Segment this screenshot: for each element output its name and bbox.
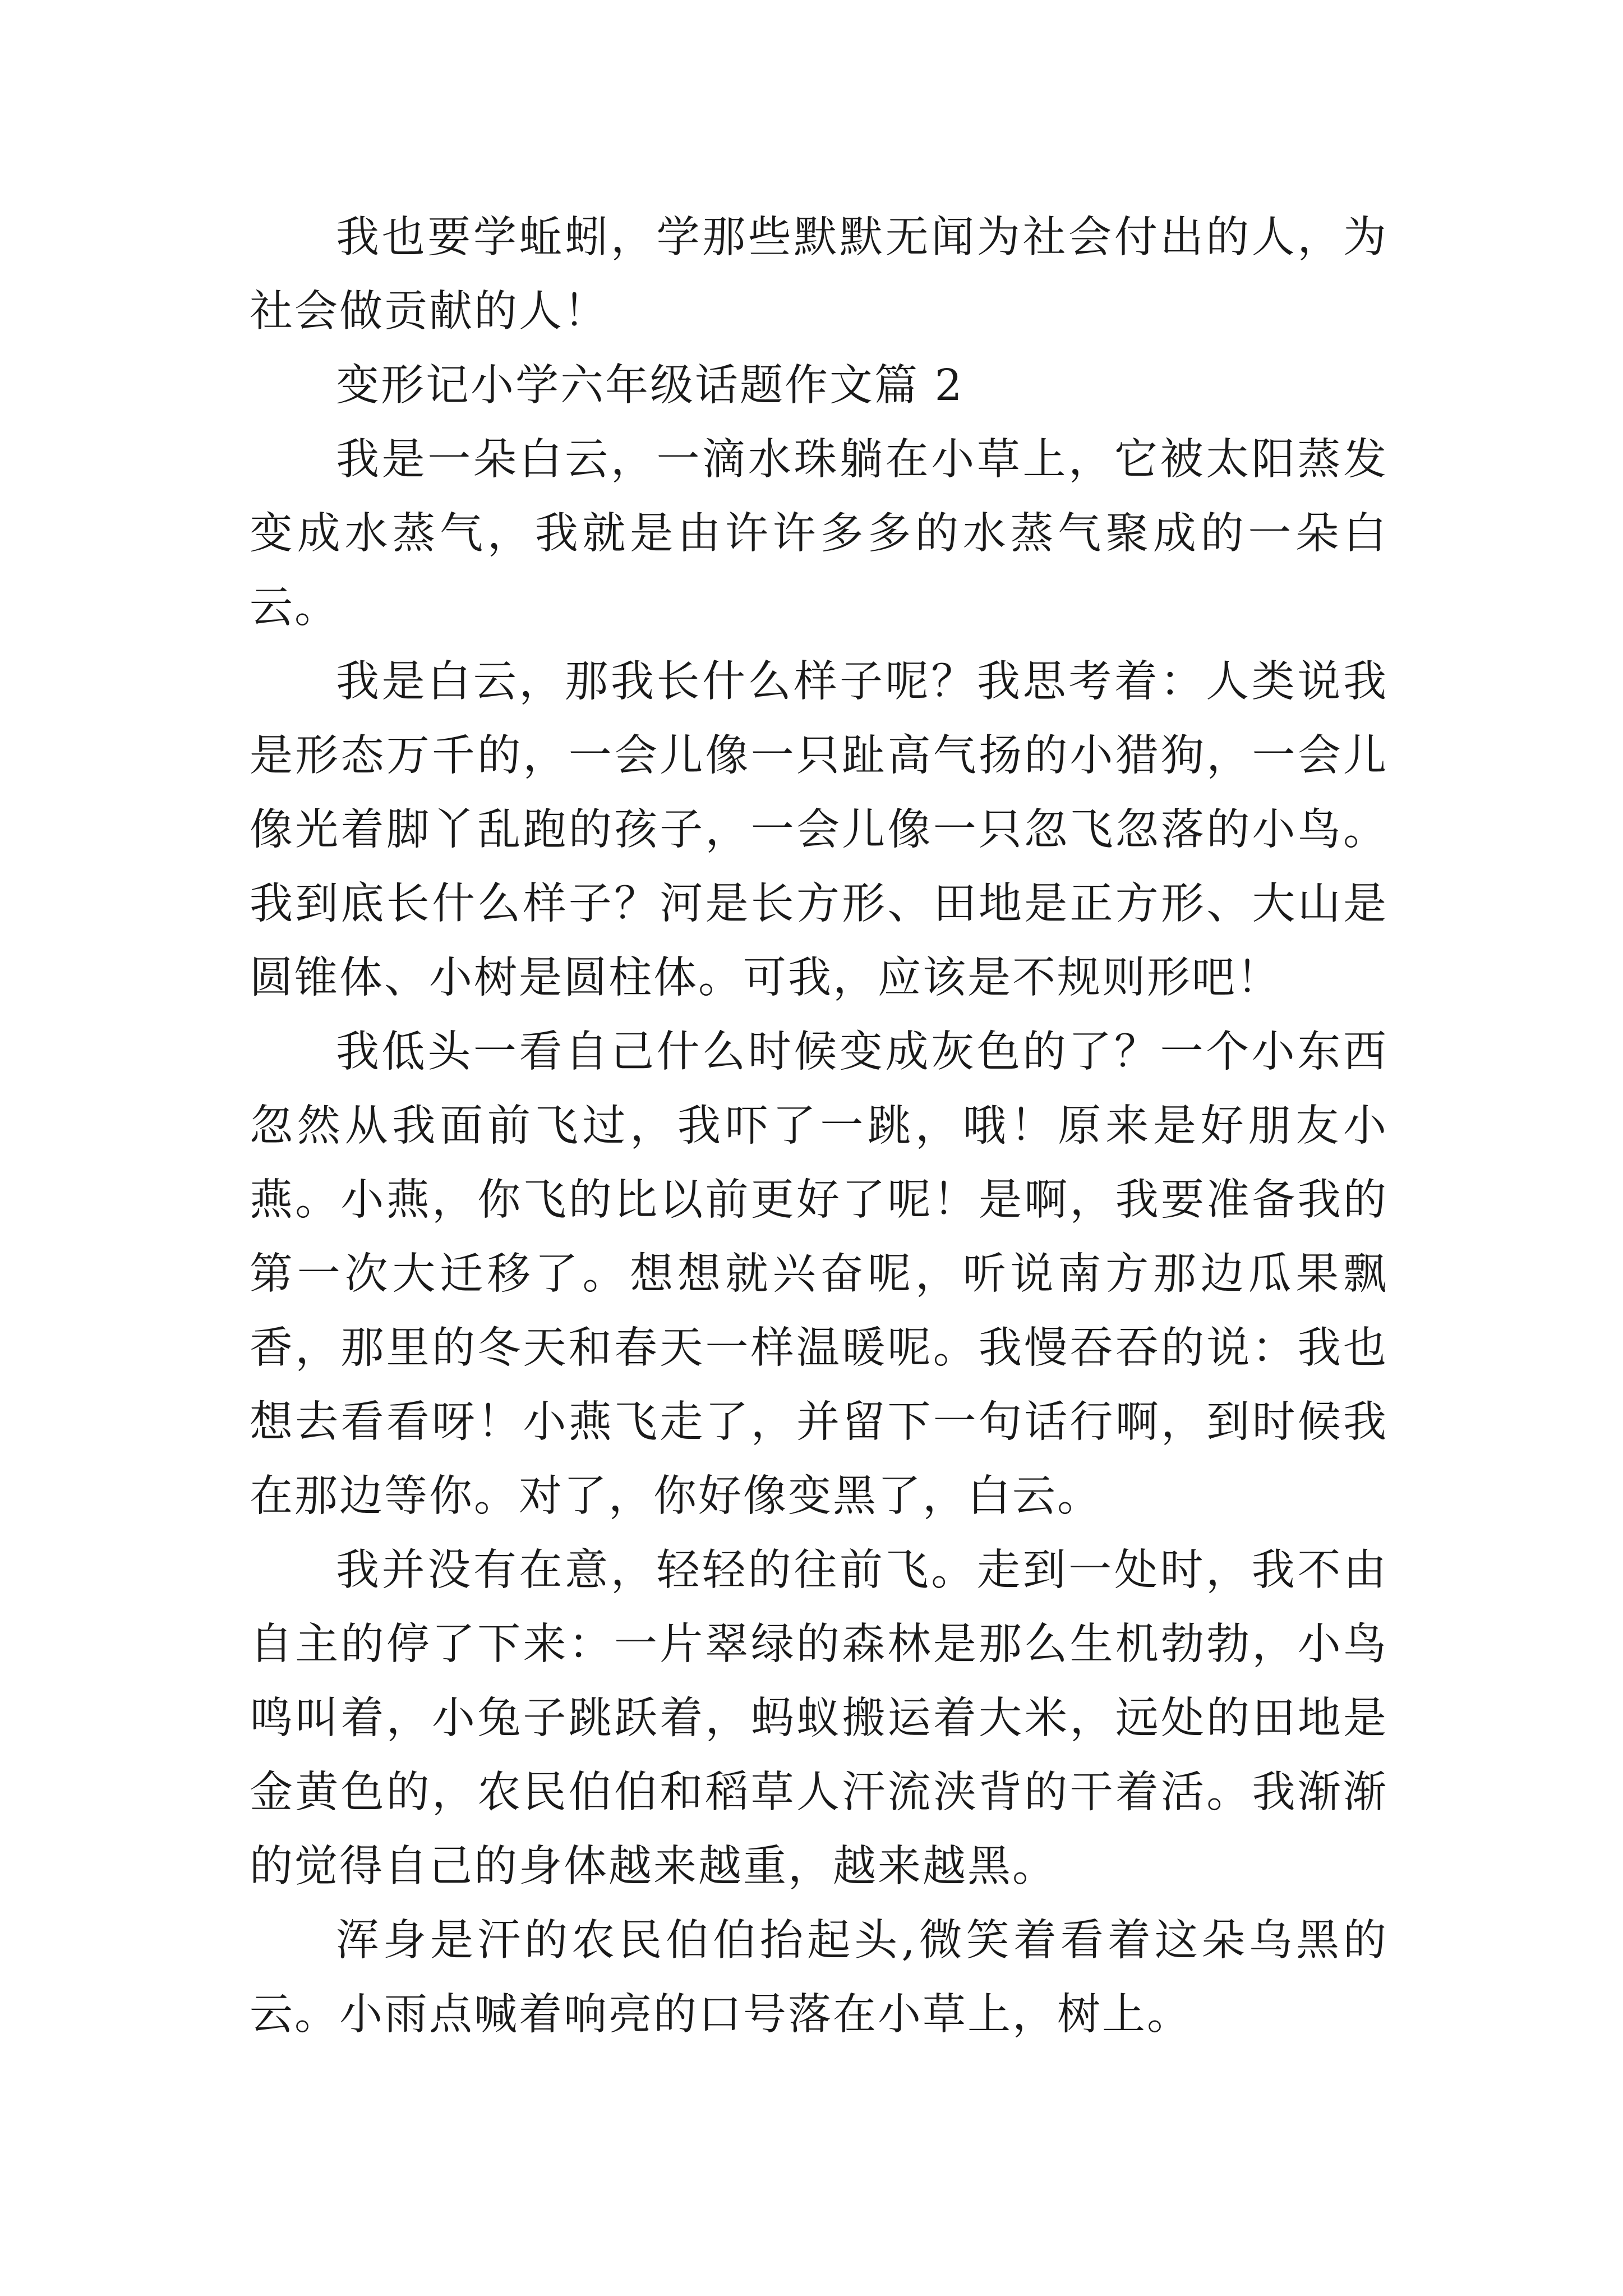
paragraph: 我是白云，那我长什么样子呢？我思考着：人类说我是形态万千的，一会儿像一只趾高气扬的小猎狗，一会儿像光着脚丫乱跑的孩子，一会儿像一只忽飞忽落的小鸟。我到底长什么样子？河是长方形、田地是正方形、大山是圆锥体、小树是圆柱体。可我，应该是不规则形吧！ (250, 657, 1388, 1003)
paragraph: 我也要学蚯蚓，学那些默默无闻为社会付出的人，为社会做贡献的人！ (250, 213, 1388, 337)
paragraph: 我低头一看自己什么时候变成灰色的了？一个小东西忽然从我面前飞过，我吓了一跳，哦！原来是好朋友小燕。小燕，你飞的比以前更好了呢！是啊，我要准备我的第一次大迁移了。想想就兴奋呢，听说南方那边瓜果飘香，那里的冬天和春天一样温暖呢。我慢吞吞的说：我也想去看看呀！小燕飞走了，并留下一句话行啊，到时候我在那边等你。对了，你好像变黑了，白云。 (250, 1027, 1388, 1521)
document-body (250, 201, 1388, 2052)
paragraph: 我是一朵白云，一滴水珠躺在小草上，它被太阳蒸发变成水蒸气，我就是由许许多多的水蒸气聚成的一朵白云。 (250, 435, 1388, 633)
paragraph: 我并没有在意，轻轻的往前飞。走到一处时，我不由自主的停了下来：一片翠绿的森林是那么生机勃勃，小鸟鸣叫着，小兔子跳跃着，蚂蚁搬运着大米，远处的田地是金黄色的，农民伯伯和稻草人汗流浃背的干着活。我渐渐的觉得自己的身体越来越重，越来越黑。 (250, 1545, 1388, 1892)
paragraph: 浑身是汗的农民伯伯抬起头,微笑着看着这朵乌黑的云。小雨点喊着响亮的口号落在小草上，树上。 (250, 1916, 1388, 2040)
section-heading: 变形记小学六年级话题作文篇 2 (336, 361, 964, 411)
